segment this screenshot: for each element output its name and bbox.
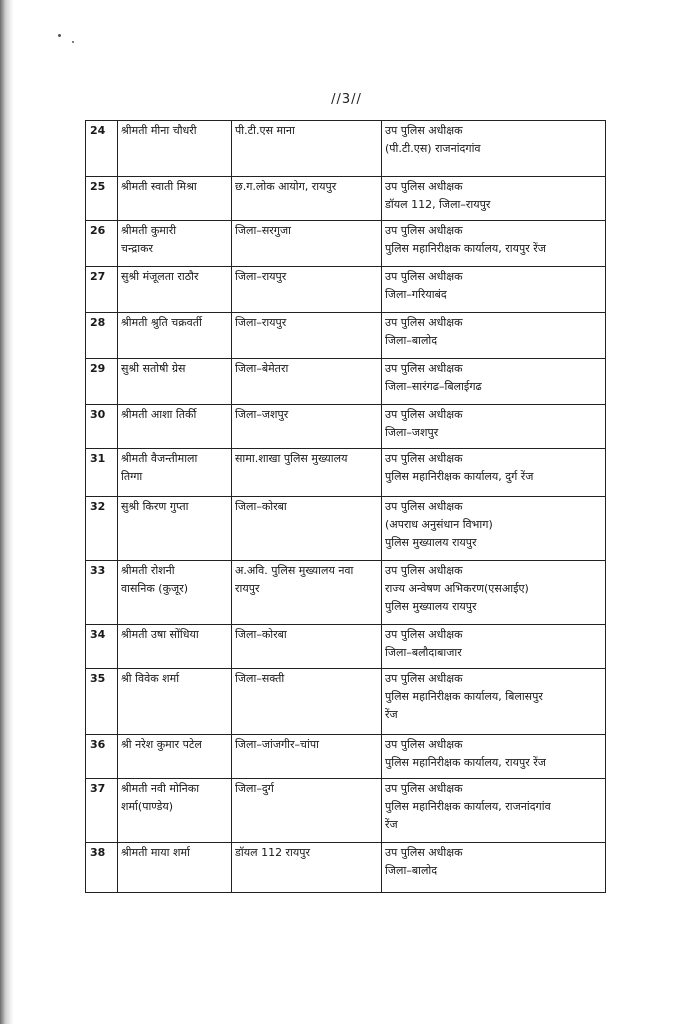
new-posting-line: पुलिस महानिरीक्षक कार्यालय, रायपुर रेंज — [385, 242, 546, 256]
new-posting-line: उप पुलिस अधीक्षक — [385, 180, 463, 193]
officer-name — [118, 405, 232, 449]
officer-name — [118, 221, 232, 267]
officer-name — [118, 669, 232, 735]
new-posting — [382, 735, 606, 779]
new-posting-line: जिला–जशपुर — [385, 426, 439, 440]
scan-speck — [72, 41, 74, 43]
new-posting — [382, 313, 606, 359]
new-posting-line: जिला–गरियाबंद — [385, 288, 447, 302]
officer-name-line: वासनिक (कुजूर) — [121, 582, 188, 596]
officer-name — [118, 359, 232, 405]
officer-name — [118, 313, 232, 359]
officer-name — [118, 121, 232, 177]
officer-name — [118, 779, 232, 843]
new-posting-line: पुलिस मुख्यालय रायपुर — [385, 536, 477, 550]
current-posting — [232, 267, 382, 313]
serial-number: 24 — [86, 121, 118, 177]
table-row — [86, 221, 606, 267]
officer-name — [118, 735, 232, 779]
officer-name — [118, 561, 232, 625]
officer-name-line: श्रीमती नवी मोनिका — [121, 782, 200, 795]
officer-name-line: श्री विवेक शर्मा — [121, 672, 180, 685]
officer-name — [118, 843, 232, 893]
new-posting — [382, 625, 606, 669]
officer-name-line: श्रीमती वैजन्तीमाला — [121, 452, 198, 465]
new-posting-line: जिला–बालोद — [385, 864, 438, 878]
new-posting-line: उप पुलिस अधीक्षक — [385, 500, 463, 513]
new-posting-line: उप पुलिस अधीक्षक — [385, 124, 463, 137]
new-posting-line: उप पुलिस अधीक्षक — [385, 672, 463, 685]
officer-name — [118, 625, 232, 669]
officer-name-line: चन्द्राकर — [121, 242, 154, 256]
table-row — [86, 669, 606, 735]
new-posting-line: उप पुलिस अधीक्षक — [385, 738, 463, 751]
current-posting-line: सामा.शाखा पुलिस मुख्यालय — [235, 452, 348, 465]
current-posting — [232, 625, 382, 669]
current-posting-line: जिला–सरगुजा — [235, 224, 291, 237]
serial-number: 36 — [86, 735, 118, 779]
table-row — [86, 779, 606, 843]
new-posting-line: जिला–सारंगढ–बिलाईगढ — [385, 380, 482, 394]
officer-name — [118, 497, 232, 561]
new-posting — [382, 405, 606, 449]
serial-number: 35 — [86, 669, 118, 735]
new-posting-line: पुलिस महानिरीक्षक कार्यालय, दुर्ग रेंज — [385, 470, 534, 484]
table-row — [86, 177, 606, 221]
current-posting-line: जिला–रायपुर — [235, 270, 287, 283]
new-posting — [382, 497, 606, 561]
officer-name-line: श्रीमती रोशनी — [121, 564, 175, 577]
current-posting-line: जिला–दुर्ग — [235, 782, 274, 795]
new-posting — [382, 177, 606, 221]
page-edge-shadow — [0, 0, 14, 1024]
new-posting-line: पुलिस महानिरीक्षक कार्यालय, रायपुर रेंज — [385, 756, 546, 770]
current-posting-line: छ.ग.लोक आयोग, रायपुर — [235, 180, 337, 193]
new-posting-line: उप पुलिस अधीक्षक — [385, 408, 463, 421]
officer-name — [118, 449, 232, 497]
current-posting-line: पी.टी.एस माना — [235, 124, 295, 137]
new-posting — [382, 121, 606, 177]
current-posting-line: जिला–कोरबा — [235, 628, 287, 641]
officer-name-line: श्री नरेश कुमार पटेल — [121, 738, 202, 751]
current-posting — [232, 779, 382, 843]
serial-number: 38 — [86, 843, 118, 893]
new-posting-line: (पी.टी.एस) राजनांदगांव — [385, 142, 481, 156]
new-posting-line: उप पुलिस अधीक्षक — [385, 316, 463, 329]
serial-number: 37 — [86, 779, 118, 843]
current-posting-line: रायपुर — [235, 582, 260, 596]
new-posting-line: पुलिस मुख्यालय रायपुर — [385, 600, 477, 614]
new-posting-line: डॉयल 112, जिला–रायपुर — [385, 198, 491, 212]
officer-name-line: श्रीमती मीना चौधरी — [121, 124, 197, 137]
new-posting-line: उप पुलिस अधीक्षक — [385, 452, 463, 465]
officer-name-line: शर्मा(पाण्डेय) — [121, 800, 174, 814]
table-row — [86, 121, 606, 177]
table-row — [86, 625, 606, 669]
table-row — [86, 359, 606, 405]
scan-speck — [58, 34, 61, 37]
officer-name-line: श्रीमती माया शर्मा — [121, 846, 190, 859]
officer-name — [118, 177, 232, 221]
current-posting — [232, 497, 382, 561]
table-row — [86, 449, 606, 497]
serial-number: 33 — [86, 561, 118, 625]
new-posting-line: (अपराध अनुसंधान विभाग) — [385, 518, 493, 532]
table-row — [86, 843, 606, 893]
serial-number: 25 — [86, 177, 118, 221]
serial-number: 31 — [86, 449, 118, 497]
new-posting-line: राज्य अन्वेषण अभिकरण(एसआईए) — [385, 582, 529, 596]
transfer-table-body — [86, 121, 606, 893]
current-posting — [232, 359, 382, 405]
serial-number: 29 — [86, 359, 118, 405]
new-posting-line: उप पुलिस अधीक्षक — [385, 362, 463, 375]
officer-name-line: सुश्री किरण गुप्ता — [121, 500, 189, 513]
new-posting — [382, 221, 606, 267]
table-row — [86, 313, 606, 359]
current-posting — [232, 449, 382, 497]
current-posting-line: जिला–कोरबा — [235, 500, 287, 513]
current-posting-line: जिला–सक्ती — [235, 672, 285, 685]
new-posting-line: जिला–बलौदाबाजार — [385, 646, 462, 660]
current-posting — [232, 121, 382, 177]
serial-number: 26 — [86, 221, 118, 267]
serial-number: 30 — [86, 405, 118, 449]
current-posting-line: डॉयल 112 रायपुर — [235, 846, 311, 859]
new-posting — [382, 449, 606, 497]
new-posting-line: उप पुलिस अधीक्षक — [385, 564, 463, 577]
current-posting — [232, 843, 382, 893]
new-posting-line: पुलिस महानिरीक्षक कार्यालय, राजनांदगांव — [385, 800, 551, 814]
current-posting-line: अ.अवि. पुलिस मुख्यालय नवा — [235, 564, 354, 577]
new-posting-line: रेंज — [385, 708, 398, 722]
serial-number: 34 — [86, 625, 118, 669]
new-posting — [382, 267, 606, 313]
table-row — [86, 497, 606, 561]
current-posting — [232, 405, 382, 449]
officer-name-line: श्रीमती श्रुति चक्रवर्ती — [121, 316, 202, 329]
new-posting — [382, 779, 606, 843]
serial-number: 32 — [86, 497, 118, 561]
current-posting-line: जिला–बेमेतरा — [235, 362, 289, 375]
new-posting-line: उप पुलिस अधीक्षक — [385, 224, 463, 237]
new-posting — [382, 843, 606, 893]
new-posting-line: जिला–बालोद — [385, 334, 438, 348]
current-posting — [232, 735, 382, 779]
table-row — [86, 267, 606, 313]
officer-name-line: तिग्गा — [121, 470, 143, 484]
new-posting — [382, 359, 606, 405]
officer-name-line: श्रीमती कुमारी — [121, 224, 177, 237]
current-posting-line: जिला–जांजगीर–चांपा — [235, 738, 319, 751]
officer-name-line: श्रीमती आशा तिर्की — [121, 408, 197, 421]
new-posting-line: उप पुलिस अधीक्षक — [385, 270, 463, 283]
page-number: //3// — [331, 92, 362, 107]
current-posting — [232, 669, 382, 735]
serial-number: 27 — [86, 267, 118, 313]
current-posting — [232, 561, 382, 625]
new-posting-line: उप पुलिस अधीक्षक — [385, 846, 463, 859]
table-row — [86, 405, 606, 449]
new-posting — [382, 669, 606, 735]
transfer-table — [85, 120, 606, 893]
officer-name-line: श्रीमती स्वाती मिश्रा — [121, 180, 197, 193]
officer-name — [118, 267, 232, 313]
current-posting — [232, 177, 382, 221]
officer-name-line: सुश्री मंजूलता राठौर — [121, 270, 199, 283]
table-row — [86, 735, 606, 779]
new-posting-line: उप पुलिस अधीक्षक — [385, 628, 463, 641]
officer-name-line: श्रीमती उषा सोंधिया — [121, 628, 199, 641]
current-posting-line: जिला–जशपुर — [235, 408, 289, 421]
current-posting-line: जिला–रायपुर — [235, 316, 287, 329]
new-posting-line: उप पुलिस अधीक्षक — [385, 782, 463, 795]
current-posting — [232, 313, 382, 359]
serial-number: 28 — [86, 313, 118, 359]
new-posting — [382, 561, 606, 625]
new-posting-line: पुलिस महानिरीक्षक कार्यालय, बिलासपुर — [385, 690, 543, 704]
new-posting-line: रेंज — [385, 818, 398, 832]
officer-name-line: सुश्री सतोषी ग्रेस — [121, 362, 186, 375]
table-row — [86, 561, 606, 625]
current-posting — [232, 221, 382, 267]
